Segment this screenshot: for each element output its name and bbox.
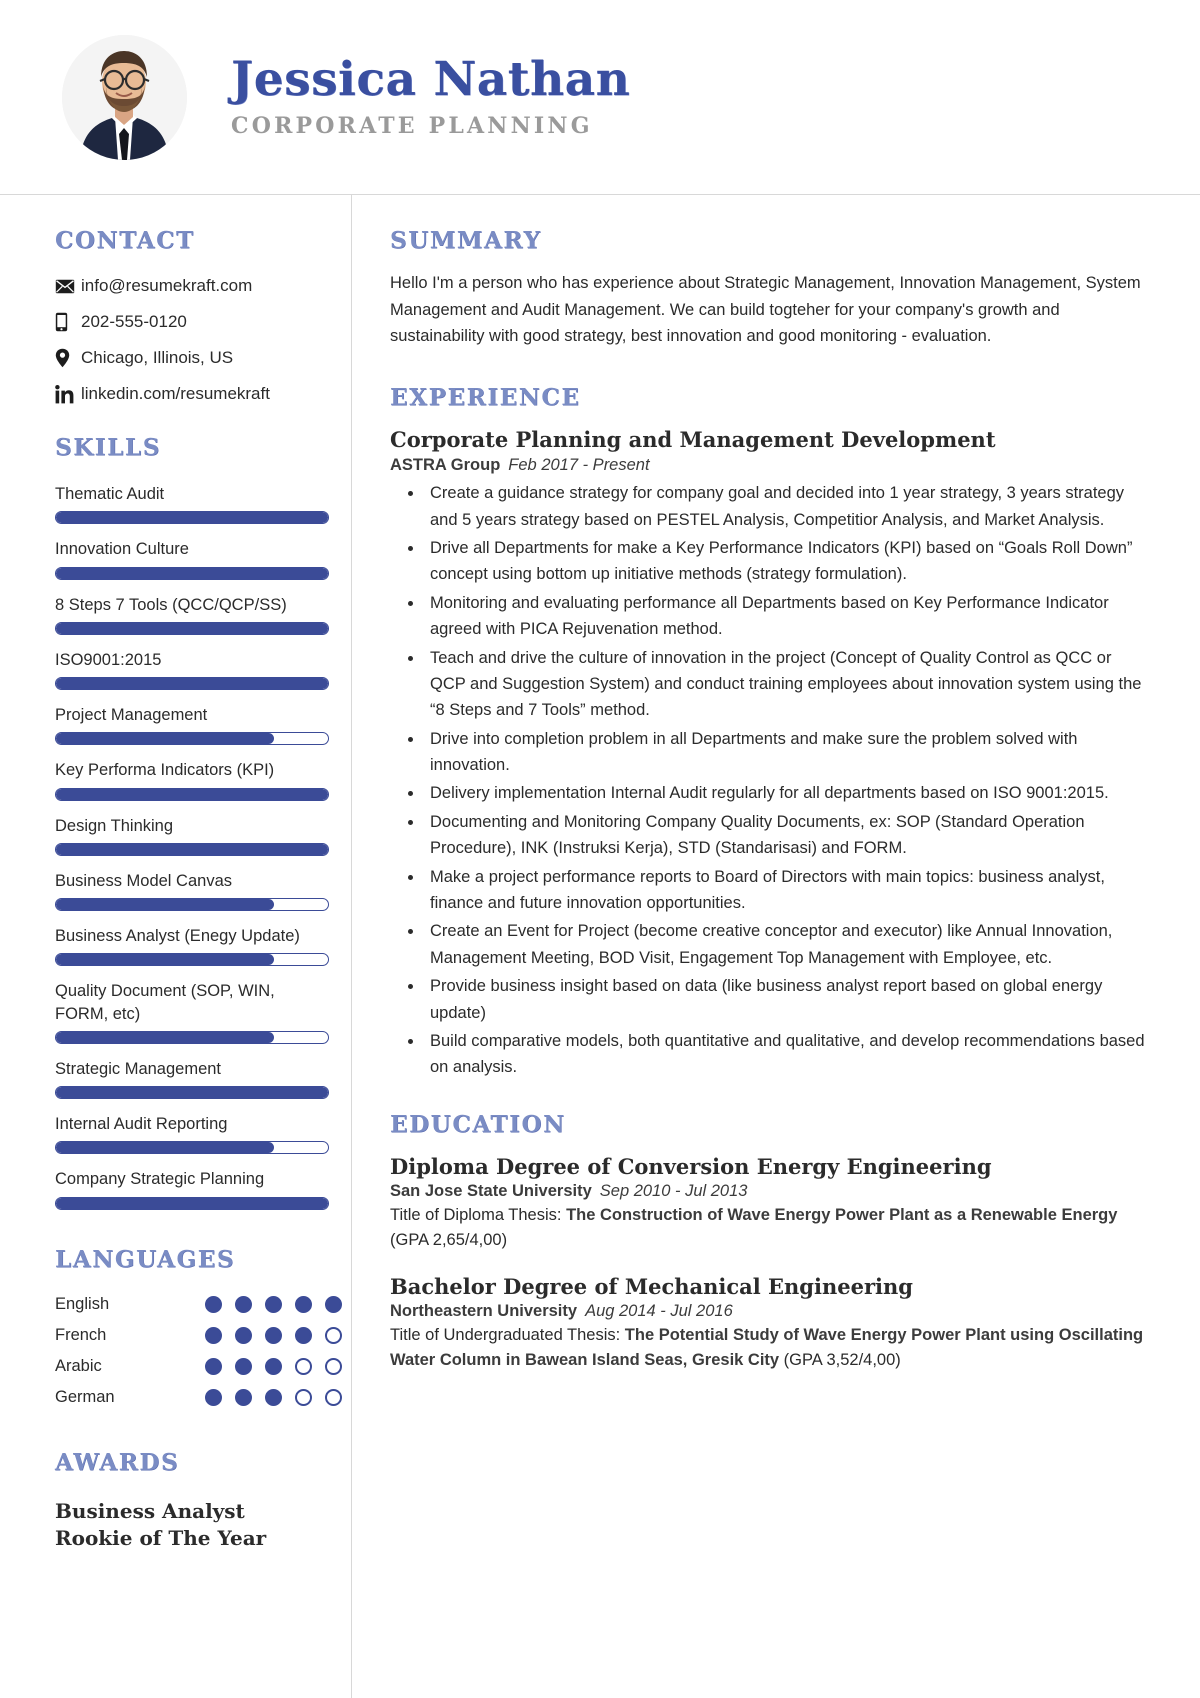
languages-section bbox=[55, 1246, 329, 1407]
linkedin-icon bbox=[55, 385, 81, 404]
skill-progress-bar bbox=[55, 953, 329, 966]
email-icon bbox=[55, 279, 81, 294]
experience-bullet: • Create a guidance strategy for company goal and decided into 1 year strategy, 3 years strategy and 5 years strategy based on PESTEL Analysis, Competitior Analysis, and Market Analysis. bbox=[424, 480, 1145, 533]
skill-label: Quality Document (SOP, WIN, FORM, etc) bbox=[55, 982, 275, 1023]
job-role-subtitle: CORPORATE PLANNING bbox=[231, 112, 593, 139]
skill-progress-bar bbox=[55, 843, 329, 856]
language-rating-dots bbox=[205, 1327, 342, 1344]
experience-item bbox=[390, 427, 1145, 1081]
education-meta bbox=[390, 1302, 1145, 1321]
experience-section bbox=[390, 384, 1145, 1081]
skill-progress-fill bbox=[56, 512, 328, 523]
language-label: English bbox=[55, 1294, 110, 1313]
language-label: German bbox=[55, 1387, 115, 1406]
skill-item bbox=[55, 925, 329, 966]
education-section bbox=[390, 1111, 1145, 1373]
language-label: French bbox=[55, 1325, 107, 1344]
rating-dot-filled bbox=[235, 1358, 252, 1375]
skill-item bbox=[55, 594, 329, 635]
rating-dot-empty bbox=[295, 1358, 312, 1375]
rating-dot-filled bbox=[325, 1296, 342, 1313]
location-pin-icon bbox=[55, 348, 81, 368]
experience-bullet: • Create an Event for Project (become creative conceptor and executor) like Annual Innovation, Management Meeting, BOD Visit, Engagement Top Management with Employee, etc. bbox=[424, 918, 1145, 971]
awards-section bbox=[55, 1449, 329, 1552]
contact-item-location[interactable] bbox=[55, 348, 329, 368]
skill-item bbox=[55, 704, 329, 745]
contact-item-phone[interactable] bbox=[55, 312, 329, 332]
contact-item-email[interactable] bbox=[55, 276, 329, 296]
skill-label: Company Strategic Planning bbox=[55, 1170, 265, 1189]
rating-dot-filled bbox=[295, 1296, 312, 1313]
language-rating-dots bbox=[205, 1358, 342, 1375]
award-item: Business Analyst Rookie of The Year bbox=[55, 1498, 267, 1550]
awards-section-title: AWARDS bbox=[55, 1448, 180, 1476]
skill-item bbox=[55, 1168, 329, 1209]
avatar bbox=[62, 35, 187, 160]
experience-bullet: • Monitoring and evaluating performance all Departments based on Key Performance Indicator agreed with PICA Rejuvenation method. bbox=[424, 590, 1145, 643]
skill-progress-bar bbox=[55, 1141, 329, 1154]
skill-progress-bar bbox=[55, 1086, 329, 1099]
skill-progress-fill bbox=[56, 623, 328, 634]
contact-location-text: Chicago, Illinois, US bbox=[81, 348, 234, 367]
education-gpa: (GPA 2,65/4,00) bbox=[390, 1230, 508, 1249]
rating-dot-filled bbox=[265, 1296, 282, 1313]
experience-bullets bbox=[390, 480, 1145, 1081]
education-list bbox=[390, 1154, 1145, 1373]
skill-label: Internal Audit Reporting bbox=[55, 1115, 228, 1134]
skill-label: ISO9001:2015 bbox=[55, 650, 162, 669]
language-item bbox=[55, 1357, 329, 1376]
experience-bullet: • Make a project performance reports to Board of Directors with main topics: business analyst, finance and future innovation opportunities. bbox=[424, 864, 1145, 917]
skill-label: Thematic Audit bbox=[55, 485, 165, 503]
phone-icon bbox=[55, 312, 81, 332]
education-school: San Jose State University bbox=[390, 1181, 592, 1200]
skill-progress-fill bbox=[56, 568, 328, 579]
education-thesis-label: Title of Undergraduated Thesis: bbox=[390, 1326, 625, 1345]
skill-item bbox=[55, 1058, 329, 1099]
skill-progress-fill bbox=[56, 1087, 328, 1098]
resume-header bbox=[0, 0, 1200, 195]
education-item bbox=[390, 1154, 1145, 1253]
main-content bbox=[352, 195, 1200, 1698]
language-label: Arabic bbox=[55, 1356, 102, 1375]
rating-dot-empty bbox=[325, 1389, 342, 1406]
rating-dot-filled bbox=[265, 1327, 282, 1344]
skill-progress-fill bbox=[56, 789, 328, 800]
contact-section-title: CONTACT bbox=[55, 227, 195, 254]
skill-progress-fill bbox=[56, 678, 328, 689]
experience-dates: Feb 2017 - Present bbox=[508, 456, 650, 475]
language-item bbox=[55, 1295, 329, 1314]
education-item bbox=[390, 1274, 1145, 1373]
experience-bullet: • Drive all Departments for make a Key Performance Indicators (KPI) based on “Goals Roll Down” concept using bottom up initiative methods (strategy formulation). bbox=[424, 535, 1145, 588]
summary-section-title: SUMMARY bbox=[390, 227, 542, 254]
education-thesis bbox=[390, 1323, 1145, 1373]
skill-label: Key Performa Indicators (KPI) bbox=[55, 761, 275, 780]
language-item bbox=[55, 1388, 329, 1407]
experience-company: ASTRA Group bbox=[390, 456, 501, 475]
experience-bullet: • Teach and drive the culture of innovation in the project (Concept of Quality Control as QCC or QCP and Suggestion System) and conduct training employees about innovation system using the “8 Steps and 7 Tools” method. bbox=[424, 645, 1145, 724]
skill-progress-fill bbox=[56, 733, 274, 744]
skill-progress-bar bbox=[55, 898, 329, 911]
skill-progress-fill bbox=[56, 954, 274, 965]
language-rating-dots bbox=[205, 1389, 342, 1406]
rating-dot-empty bbox=[325, 1327, 342, 1344]
skill-label: Design Thinking bbox=[55, 816, 174, 835]
experience-bullet: • Provide business insight based on data (like business analyst report based on global energy update) bbox=[424, 973, 1145, 1026]
experience-bullet: • Delivery implementation Internal Audit regularly for all departments based on ISO 9001:2015. bbox=[424, 780, 1145, 806]
skill-progress-bar bbox=[55, 732, 329, 745]
skill-progress-fill bbox=[56, 1198, 328, 1209]
experience-section-title: EXPERIENCE bbox=[390, 384, 581, 412]
skill-item bbox=[55, 483, 329, 524]
language-item bbox=[55, 1326, 329, 1345]
summary-section bbox=[390, 227, 1145, 350]
skill-item bbox=[55, 538, 329, 579]
languages-section-title: LANGUAGES bbox=[55, 1245, 236, 1273]
rating-dot-filled bbox=[205, 1327, 222, 1344]
skill-progress-bar bbox=[55, 1031, 329, 1044]
skill-progress-bar bbox=[55, 677, 329, 690]
languages-list bbox=[55, 1295, 329, 1407]
experience-bullet: • Build comparative models, both quantitative and qualitative, and develop recommendations based on analysis. bbox=[424, 1028, 1145, 1081]
skill-progress-bar bbox=[55, 788, 329, 801]
skill-progress-bar bbox=[55, 1197, 329, 1210]
skills-list bbox=[55, 483, 329, 1210]
rating-dot-filled bbox=[205, 1389, 222, 1406]
rating-dot-filled bbox=[265, 1389, 282, 1406]
skill-label: Project Management bbox=[55, 706, 208, 725]
skill-progress-fill bbox=[56, 844, 328, 855]
education-dates: Sep 2010 - Jul 2013 bbox=[599, 1181, 748, 1200]
skill-progress-fill bbox=[56, 1032, 274, 1043]
experience-position: Corporate Planning and Management Development bbox=[390, 427, 996, 453]
education-degree: Bachelor Degree of Mechanical Engineering bbox=[390, 1274, 913, 1300]
rating-dot-filled bbox=[235, 1296, 252, 1313]
rating-dot-filled bbox=[205, 1296, 222, 1313]
skill-progress-fill bbox=[56, 1142, 274, 1153]
contact-phone-text: 202-555-0120 bbox=[81, 312, 187, 331]
education-dates: Aug 2014 - Jul 2016 bbox=[585, 1302, 733, 1321]
experience-meta bbox=[390, 456, 1145, 475]
education-degree: Diploma Degree of Conversion Energy Engineering bbox=[390, 1153, 992, 1179]
skill-label: Innovation Culture bbox=[55, 540, 189, 559]
experience-bullet: • Drive into completion problem in all Departments and make sure the problem solved with innovation. bbox=[424, 726, 1145, 779]
rating-dot-filled bbox=[265, 1358, 282, 1375]
skill-item bbox=[55, 1113, 329, 1154]
education-thesis-label: Title of Diploma Thesis: bbox=[390, 1205, 567, 1224]
skill-label: Strategic Management bbox=[55, 1059, 222, 1078]
skill-item bbox=[55, 870, 329, 911]
contact-email-text: info@resumekraft.com bbox=[81, 276, 253, 295]
education-thesis bbox=[390, 1203, 1145, 1253]
contact-linkedin-text: linkedin.com/resumekraft bbox=[81, 384, 270, 403]
sidebar bbox=[0, 195, 352, 1698]
education-section-title: EDUCATION bbox=[390, 1110, 566, 1138]
rating-dot-filled bbox=[205, 1358, 222, 1375]
summary-text: Hello I'm a person who has experience about Strategic Management, Innovation Management, System Management and Audit Management. We can build togteher for your company's growth and sustainability with good strategy, best innovation and good monitoring - evaluation. bbox=[390, 274, 1141, 346]
skill-label: Business Model Canvas bbox=[55, 871, 233, 890]
resume-body bbox=[0, 195, 1200, 1698]
contact-section bbox=[55, 227, 329, 404]
education-thesis-title: The Potential Study of Wave Energy Power Plant using Oscillating Water Column in Bawean Island Seas, Gresik City bbox=[390, 1326, 1144, 1369]
skills-section bbox=[55, 434, 329, 1210]
skill-item bbox=[55, 649, 329, 690]
skill-label: Business Analyst (Enegy Update) bbox=[55, 927, 300, 946]
education-gpa: (GPA 3,52/4,00) bbox=[779, 1351, 901, 1369]
contact-item-linkedin[interactable] bbox=[55, 384, 329, 404]
skill-item bbox=[55, 759, 329, 800]
skill-progress-bar bbox=[55, 622, 329, 635]
rating-dot-filled bbox=[235, 1389, 252, 1406]
experience-bullet: • Documenting and Monitoring Company Quality Documents, ex: SOP (Standard Operation Procedure), INK (Instruksi Kerja), STD (Standarisasi) and FORM. bbox=[424, 809, 1145, 862]
person-photo-icon bbox=[62, 35, 187, 160]
education-meta bbox=[390, 1182, 1145, 1201]
header-text bbox=[231, 52, 631, 139]
skill-progress-bar bbox=[55, 567, 329, 580]
skill-progress-bar bbox=[55, 511, 329, 524]
skill-label: 8 Steps 7 Tools (QCC/QCP/SS) bbox=[55, 595, 287, 614]
education-school: Northeastern University bbox=[390, 1302, 578, 1321]
rating-dot-filled bbox=[295, 1327, 312, 1344]
education-thesis-title: The Construction of Wave Energy Power Plant as a Renewable Energy bbox=[566, 1205, 1118, 1224]
rating-dot-filled bbox=[235, 1327, 252, 1344]
skills-section-title: SKILLS bbox=[55, 434, 161, 461]
page-title: Jessica Nathan bbox=[231, 52, 631, 108]
rating-dot-empty bbox=[295, 1389, 312, 1406]
rating-dot-empty bbox=[325, 1358, 342, 1375]
skill-progress-fill bbox=[56, 899, 274, 910]
skill-item bbox=[55, 980, 329, 1044]
skill-item bbox=[55, 815, 329, 856]
language-rating-dots bbox=[205, 1296, 342, 1313]
